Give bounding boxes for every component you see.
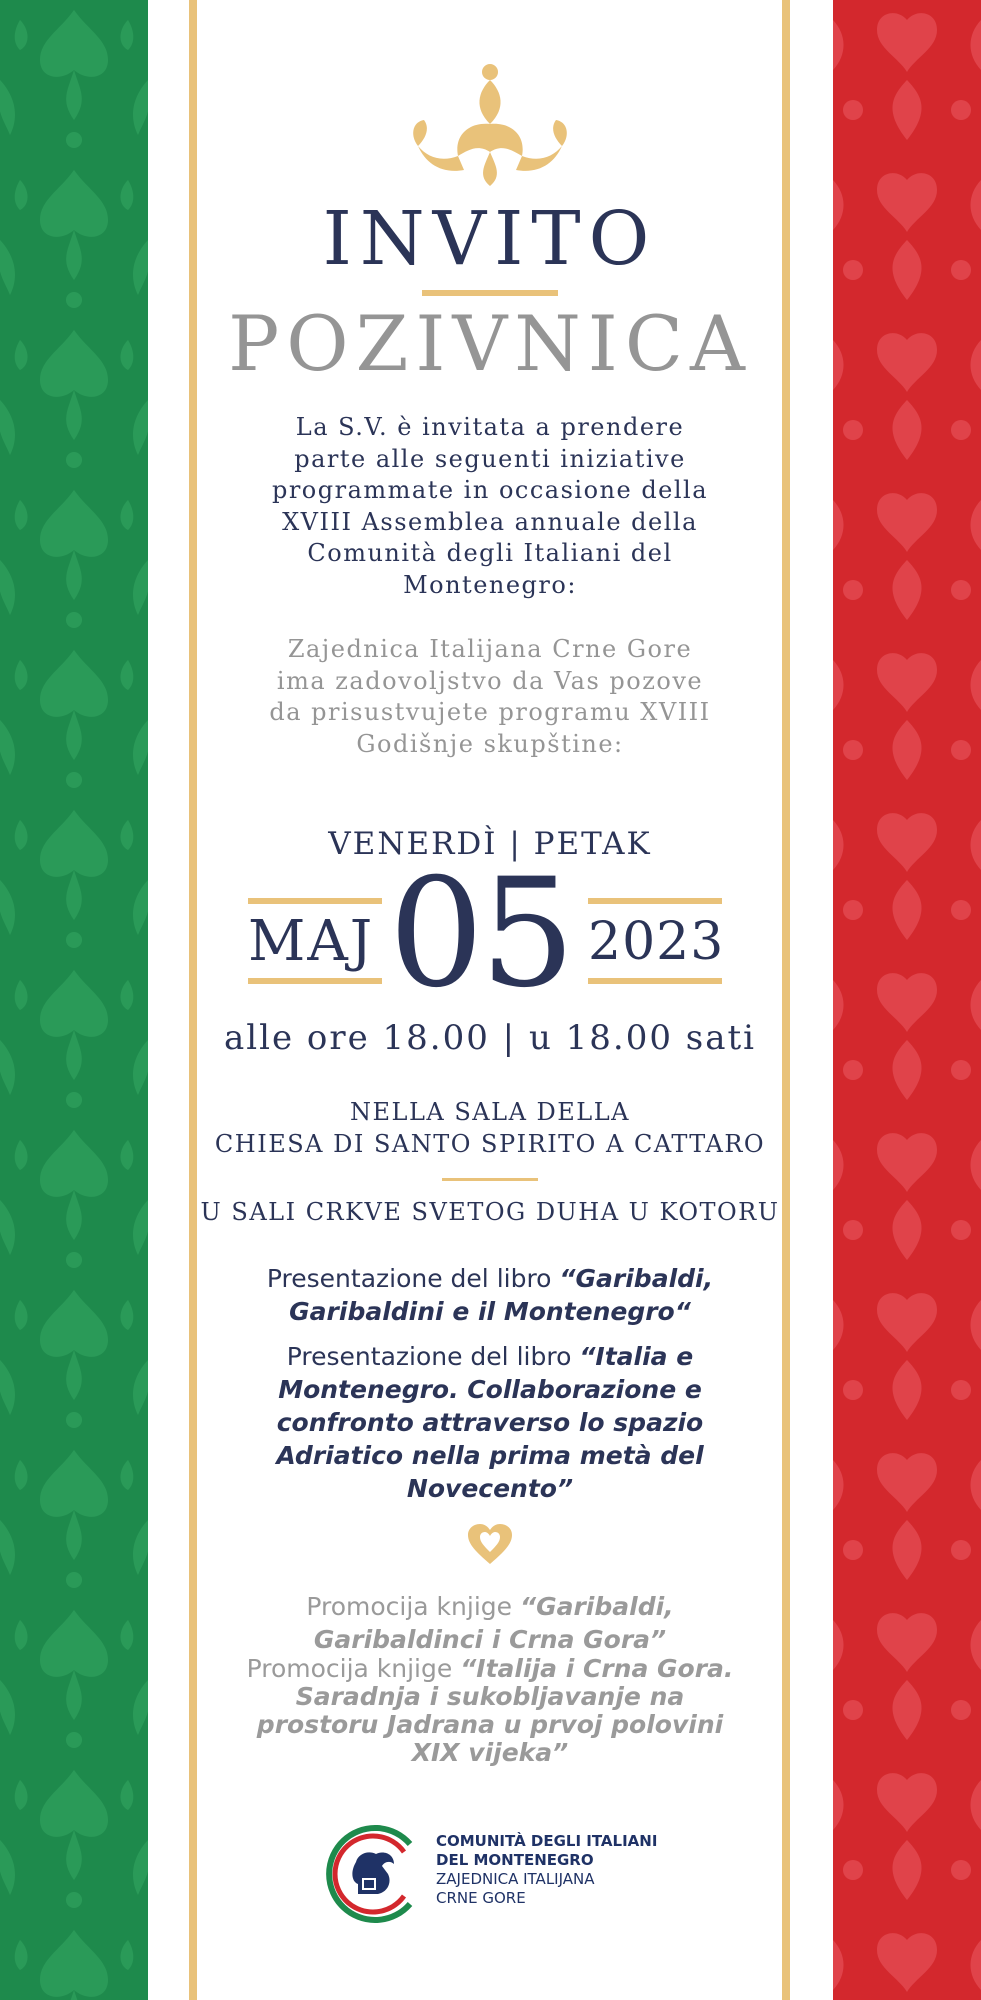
- heart-icon: [466, 1522, 514, 1566]
- event-time: alle ore 18.00 | u 18.00 sati: [223, 1018, 757, 1058]
- event-date: [200, 847, 780, 1021]
- lion-icon: [318, 1822, 422, 1926]
- green-pattern-band: [0, 0, 148, 2000]
- date-line-left-top: [248, 898, 382, 904]
- book-promotion-2: [240, 1655, 740, 1767]
- ornament-icon: [408, 62, 572, 188]
- book-presentation-2: [240, 1340, 740, 1505]
- promo-2-prefix: Promocija knjige: [246, 1654, 461, 1683]
- event-weekday: VENERDÌ | PETAK: [328, 826, 652, 862]
- venue-italian-line1: NELLA SALA DELLA: [350, 1098, 630, 1126]
- logo-line1: COMUNITÀ DEGLI ITALIANI: [436, 1832, 658, 1850]
- intro-italian: La S.V. è invitata a prendere parte alle seguenti iniziative programmate in occasione della XVIII Assemblea annuale della Comunità degli Italiani del Montenegro:: [271, 413, 709, 599]
- venue-italian-line2: CHIESA DI SANTO SPIRITO A CATTARO: [214, 1130, 766, 1158]
- promo-2-title: “Italija i Crna Gora. Saradnja i sukobljavanje na prostoru Jadrana u prvoj polovini XIX vijeka”: [256, 1654, 734, 1767]
- red-pattern-band: [833, 0, 981, 2000]
- title-divider: [422, 290, 558, 296]
- logo-line4: CRNE GORE: [436, 1889, 526, 1907]
- venue-divider: [442, 1178, 538, 1181]
- book-1-prefix: Presentazione del libro: [266, 1264, 560, 1293]
- book-presentation-1: [240, 1262, 740, 1328]
- book-2-title: “Italia e Montenegro. Collaborazione e confronto attraverso lo spazio Adriatico nella prima metà del Novecento”: [276, 1342, 704, 1503]
- logo-line2: DEL MONTENEGRO: [436, 1851, 594, 1869]
- title-invito: INVITO: [322, 196, 658, 282]
- title-pozivnica: POZIVNICA: [228, 299, 752, 388]
- date-line-right-top: [588, 898, 722, 904]
- event-year: 2023: [588, 912, 725, 972]
- date-line-right-bottom: [588, 978, 722, 984]
- book-promotion-1: [240, 1590, 740, 1656]
- book-1-title: “Garibaldi, Garibaldini e il Montenegro“: [289, 1264, 714, 1326]
- event-day: 05: [388, 847, 572, 1021]
- venue-montenegrin: U SALI CRKVE SVETOG DUHA U KOTORU: [200, 1198, 780, 1226]
- venue-italian: [180, 1096, 800, 1160]
- intro-montenegrin: Zajednica Italijana Crne Gore ima zadovoljstvo da Vas pozove da prisustvujete programu XVIII Godišnje skupštine:: [269, 635, 711, 758]
- green-damask-pattern: [0, 0, 148, 2000]
- organization-logo: [318, 1822, 678, 1932]
- book-2-prefix: Presentazione del libro: [286, 1342, 580, 1371]
- promo-1-title: “Garibaldi, Garibaldinci i Crna Gora”: [313, 1592, 674, 1654]
- date-line-left-bottom: [248, 978, 382, 984]
- red-damask-pattern: [833, 0, 981, 2000]
- invitation-content: [200, 0, 780, 2000]
- promo-1-prefix: Promocija knjige: [306, 1592, 520, 1621]
- organization-name: [436, 1832, 696, 1908]
- logo-line3: ZAJEDNICA ITALIJANA: [436, 1870, 595, 1888]
- event-month: MAJ: [248, 909, 375, 974]
